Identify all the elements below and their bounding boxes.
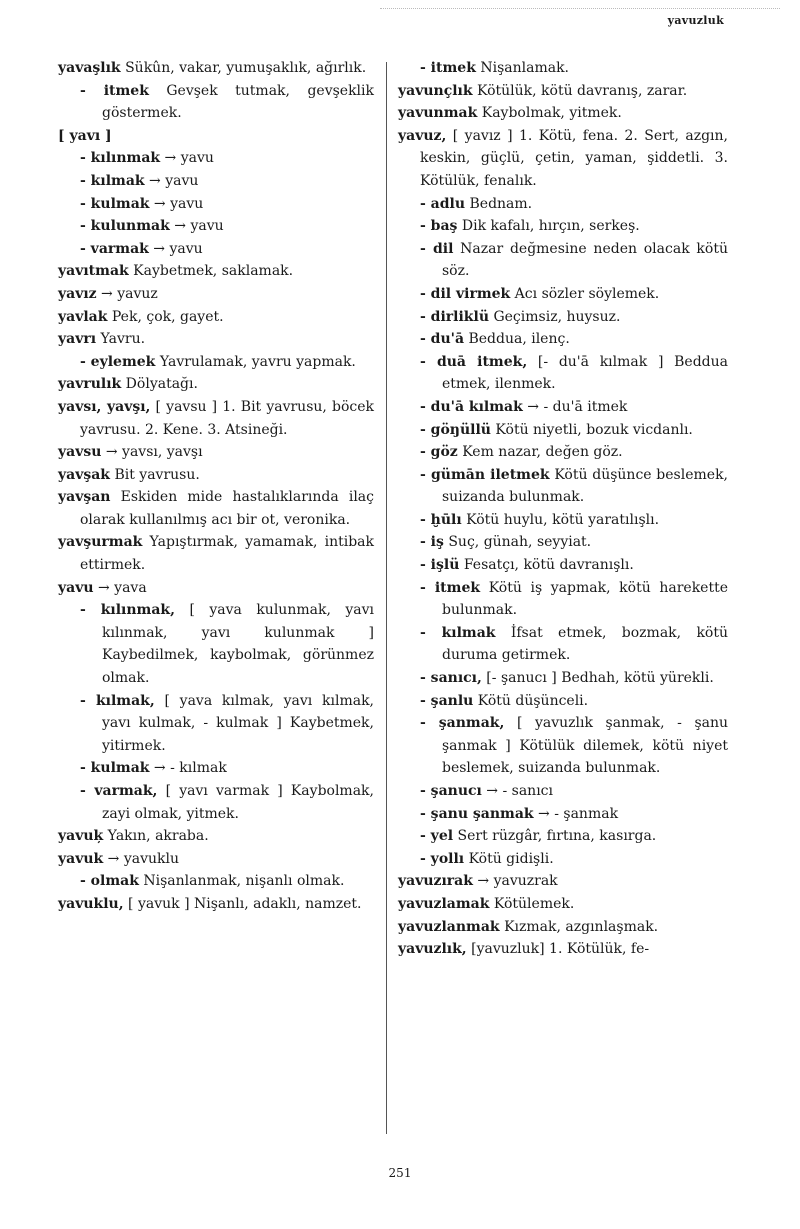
dictionary-entry (58, 373, 374, 396)
page-number: 251 (388, 1166, 412, 1180)
dictionary-entry (58, 306, 374, 329)
dictionary-entry (58, 170, 374, 193)
dictionary-entry (398, 215, 728, 238)
dictionary-entry (398, 938, 728, 961)
entry-headword: yavuzlık, (398, 941, 467, 958)
entry-headword: yavıtmak (58, 263, 129, 280)
entry-definition: → - kılmak (149, 760, 227, 777)
entry-headword: yavız (58, 285, 97, 302)
entry-headword: - kılmak (80, 172, 145, 189)
entry-headword: - itmek (420, 60, 476, 76)
dictionary-entry (58, 351, 374, 374)
entry-headword: yavunçlık (398, 82, 473, 99)
dictionary-entry (58, 147, 374, 170)
entry-headword: yavsu (58, 444, 102, 461)
entry-headword: - gümān iletmek (420, 466, 550, 483)
entry-definition: [ yava kulunmak, yavı kılınmak, yavı kulunmak ] Kaybedilmek, kaybolmak, görünmez olmak. (102, 602, 374, 687)
dictionary-entry (58, 441, 374, 464)
entry-definition: Sükûn, vakar, yumuşaklık, ağırlık. (120, 60, 367, 76)
entry-headword: - kulunmak (80, 218, 170, 235)
dictionary-entry (58, 57, 374, 80)
entry-definition: Sert rüzgâr, fırtına, kasırga. (453, 828, 657, 845)
entry-headword: - olmak (80, 873, 139, 890)
entry-headword: - kılmak, (80, 692, 155, 709)
entry-headword: - şanlu (420, 692, 474, 709)
entry-headword: - varmak, (80, 783, 158, 799)
entry-headword: yavsı, yavşı, (58, 398, 151, 415)
dictionary-entry (58, 328, 374, 351)
dictionary-entry (398, 870, 728, 893)
entry-headword: - dil virmek (420, 285, 511, 302)
entry-definition: → yavsı, yavşı (101, 444, 203, 461)
dictionary-entry (398, 464, 728, 509)
entry-definition: → yavu (149, 195, 204, 212)
entry-definition: Nişanlanmak, nişanlı olmak. (138, 873, 345, 890)
entry-headword: - şanucı (420, 783, 482, 799)
entry-headword: - du'ā (420, 331, 465, 348)
entry-definition: Kötü niyetli, bozuk vicdanlı. (490, 421, 693, 438)
dictionary-entry (398, 102, 728, 125)
dictionary-entry (398, 509, 728, 532)
dictionary-entry (398, 825, 728, 848)
dictionary-entry (398, 803, 728, 826)
entry-definition: Beddua, ilenç. (464, 331, 570, 348)
dictionary-entry (58, 215, 374, 238)
dictionary-entry (58, 283, 374, 306)
entry-headword: - eylemek (80, 353, 156, 370)
dictionary-entry (398, 351, 728, 396)
entry-definition: Acı sözler söylemek. (510, 285, 660, 302)
dictionary-entry (398, 57, 728, 80)
entry-headword: yavuzlanmak (398, 918, 500, 935)
dictionary-entry (58, 396, 374, 441)
entry-definition: Kaybolmak, yitmek. (477, 105, 622, 122)
entry-headword: - duā itmek, (420, 353, 528, 370)
entry-definition: Bednam. (465, 195, 533, 212)
entry-headword: - dil (420, 240, 454, 257)
dictionary-entry (398, 80, 728, 103)
entry-definition: Geçimsiz, huysuz. (489, 308, 621, 325)
dictionary-entry (398, 125, 728, 193)
entry-definition: Yavru. (96, 331, 146, 348)
dictionary-entry (58, 690, 374, 758)
right-column (398, 57, 728, 961)
entry-definition: Kem nazar, değen göz. (457, 444, 623, 461)
entry-definition: Kaybetmek, saklamak. (128, 263, 294, 280)
dictionary-entry (58, 870, 374, 893)
dictionary-entry (398, 667, 728, 690)
dictionary-entry (398, 690, 728, 713)
entry-definition: [ yavsu ] 1. Bit yavrusu, böcek yavrusu. 2. Kene. 3. Atsineği. (80, 398, 374, 438)
entry-definition: Kızmak, azgınlaşmak. (499, 918, 659, 935)
entry-definition: [- şanucı ] Bedhah, kötü yürekli. (481, 670, 714, 687)
entry-headword: - göŋüllü (420, 421, 491, 438)
dictionary-entry (398, 193, 728, 216)
entry-headword: - kılınmak (80, 150, 161, 167)
entry-definition: → yavu (144, 172, 199, 189)
entry-definition: Bit yavrusu. (110, 466, 200, 483)
entry-headword: yavuz, (398, 127, 447, 144)
entry-headword: yavşurmak (58, 534, 143, 551)
entry-definition: Nazar değmesine neden olacak kötü söz. (442, 240, 728, 280)
entry-headword: - varmak (80, 240, 149, 257)
entry-definition: [ yavuzlık şanmak, - şanu şanmak ] Kötülük dilemek, kötü niyet beslemek, suizanda bulunmak. (442, 715, 729, 777)
dictionary-entry (58, 825, 374, 848)
entry-definition: Yakın, akraba. (103, 828, 209, 845)
entry-headword: yavuzırak (398, 873, 473, 890)
entry-definition: → yavuz (96, 285, 158, 302)
dictionary-entry (398, 531, 728, 554)
entry-headword: - yel (420, 828, 454, 845)
entry-headword: - itmek (420, 579, 481, 596)
entry-headword: yavuzlamak (398, 895, 490, 912)
dictionary-entry (398, 712, 728, 780)
dictionary-entry (58, 757, 374, 780)
entry-definition: → - şanmak (533, 805, 619, 822)
entry-definition: Suç, günah, seyyiat. (443, 534, 592, 551)
entry-headword: yavuklu, (58, 895, 124, 912)
entry-headword: yavşan (58, 489, 111, 506)
dictionary-entry (398, 554, 728, 577)
entry-definition: Eskiden mide hastalıklarında ilaç olarak kullanılmış acı bir ot, veronika. (80, 489, 374, 528)
dictionary-entry (398, 916, 728, 939)
entry-definition: → yavuzrak (472, 873, 558, 890)
entry-definition: Kötü gidişli. (464, 850, 554, 867)
dictionary-entry (398, 893, 728, 916)
entry-headword: - du'ā kılmak (420, 398, 523, 415)
entry-headword: - göz (420, 444, 458, 461)
entry-definition: → yavu (148, 240, 203, 257)
dictionary-entry (58, 238, 374, 261)
entry-headword: yavuk (58, 850, 104, 867)
entry-definition: İfsat etmek, bozmak, kötü duruma getirmek. (442, 624, 729, 664)
entry-definition: → - du'ā itmek (522, 398, 628, 415)
dictionary-entry (398, 577, 728, 622)
dictionary-entry (58, 464, 374, 487)
dictionary-entry (398, 780, 728, 803)
entry-definition: Yapıştırmak, yamamak, intibak ettirmek. (80, 534, 374, 574)
entry-definition: Fesatçı, kötü davranışlı. (459, 557, 634, 574)
dictionary-entry (58, 577, 374, 600)
entry-definition: Kötü düşünceli. (473, 692, 589, 709)
dictionary-entry (58, 486, 374, 531)
entry-definition: Kötü iş yapmak, kötü harekette bulunmak. (442, 579, 729, 619)
dictionary-entry (58, 80, 374, 125)
entry-definition: [ yavı varmak ] Kaybolmak, zayi olmak, yitmek. (102, 783, 374, 822)
entry-definition: Kötülemek. (489, 895, 575, 912)
entry-definition: [- du'ā kılmak ] Beddua etmek, ilenmek. (442, 353, 728, 393)
entry-definition: [ yavız ] 1. Kötü, fena. 2. Sert, azgın, keskin, güçlü, çetin, yaman, şiddetli. 3. Kötülük, fenalık. (420, 127, 728, 189)
dictionary-entry (398, 622, 728, 667)
entry-headword: - kulmak (80, 195, 150, 212)
entry-definition: Kötü düşünce beslemek, suizanda bulunmak. (442, 466, 728, 506)
entry-headword: [ yavı ] (58, 127, 112, 144)
entry-headword: - itmek (80, 82, 149, 99)
entry-definition: → - sanıcı (481, 783, 553, 799)
entry-definition: [ yavuk ] Nişanlı, adaklı, namzet. (123, 895, 362, 912)
entry-definition: → yavuklu (103, 850, 180, 867)
entry-headword: yavunmak (398, 105, 478, 122)
entry-definition: Gevşek tutmak, gevşeklik göstermek. (102, 82, 374, 122)
entry-definition: → yava (93, 579, 147, 596)
entry-headword: - baş (420, 218, 458, 235)
dictionary-entry (398, 328, 728, 351)
entry-headword: - kulmak (80, 760, 150, 777)
entry-definition: Dik kafalı, hırçın, serkeş. (457, 218, 640, 235)
entry-headword: - iş (420, 534, 444, 551)
entry-headword: - dirliklü (420, 308, 490, 325)
dictionary-entry (58, 125, 374, 148)
dictionary-entry (58, 599, 374, 689)
entry-headword: - adlu (420, 195, 466, 212)
dictionary-entry (58, 193, 374, 216)
dictionary-entry (398, 419, 728, 442)
entry-headword: yavu (58, 579, 94, 596)
dictionary-entry (58, 780, 374, 825)
dictionary-entry (398, 441, 728, 464)
running-head: yavuzluk (667, 14, 724, 27)
entry-headword: yavaşlık (58, 60, 121, 76)
dictionary-entry (58, 531, 374, 576)
entry-headword: - kılınmak, (80, 602, 175, 619)
entry-headword: yavrı (58, 331, 97, 348)
left-column (58, 57, 374, 916)
dictionary-entry (58, 848, 374, 871)
entry-headword: - kılmak (420, 624, 496, 641)
dictionary-entry (398, 306, 728, 329)
dictionary-entry (398, 396, 728, 419)
entry-headword: - ḫūlı (420, 511, 462, 528)
column-divider (386, 62, 387, 1134)
entry-headword: - sanıcı, (420, 670, 482, 687)
dictionary-entry (398, 238, 728, 283)
entry-definition: → yavu (169, 218, 224, 235)
entry-headword: - şanu şanmak (420, 805, 534, 822)
entry-headword: - işlü (420, 557, 460, 574)
entry-headword: - yollı (420, 850, 465, 867)
entry-headword: yavrulık (58, 376, 122, 393)
entry-headword: yavşak (58, 466, 110, 483)
entry-definition: → yavu (160, 150, 214, 167)
header-rule (380, 8, 780, 9)
entry-definition: [ yava kılmak, yavı kılmak, yavı kulmak, - kulmak ] Kaybetmek, yitirmek. (102, 692, 375, 754)
dictionary-entry (58, 260, 374, 283)
dictionary-entry (398, 848, 728, 871)
entry-headword: - şanmak, (420, 715, 505, 732)
entry-headword: yavlak (58, 308, 108, 325)
entry-definition: Nişanlamak. (475, 60, 569, 76)
entry-definition: [yavuzluk] 1. Kötülük, fe- (466, 941, 650, 958)
entry-definition: Kötülük, kötü davranış, zarar. (472, 82, 688, 99)
entry-headword: yavuķ (58, 828, 104, 845)
dictionary-entry (398, 283, 728, 306)
entry-definition: Yavrulamak, yavru yapmak. (155, 353, 356, 370)
entry-definition: Dölyatağı. (121, 376, 198, 393)
dictionary-entry (58, 893, 374, 916)
entry-definition: Kötü huylu, kötü yaratılışlı. (461, 511, 660, 528)
entry-definition: Pek, çok, gayet. (107, 308, 224, 325)
